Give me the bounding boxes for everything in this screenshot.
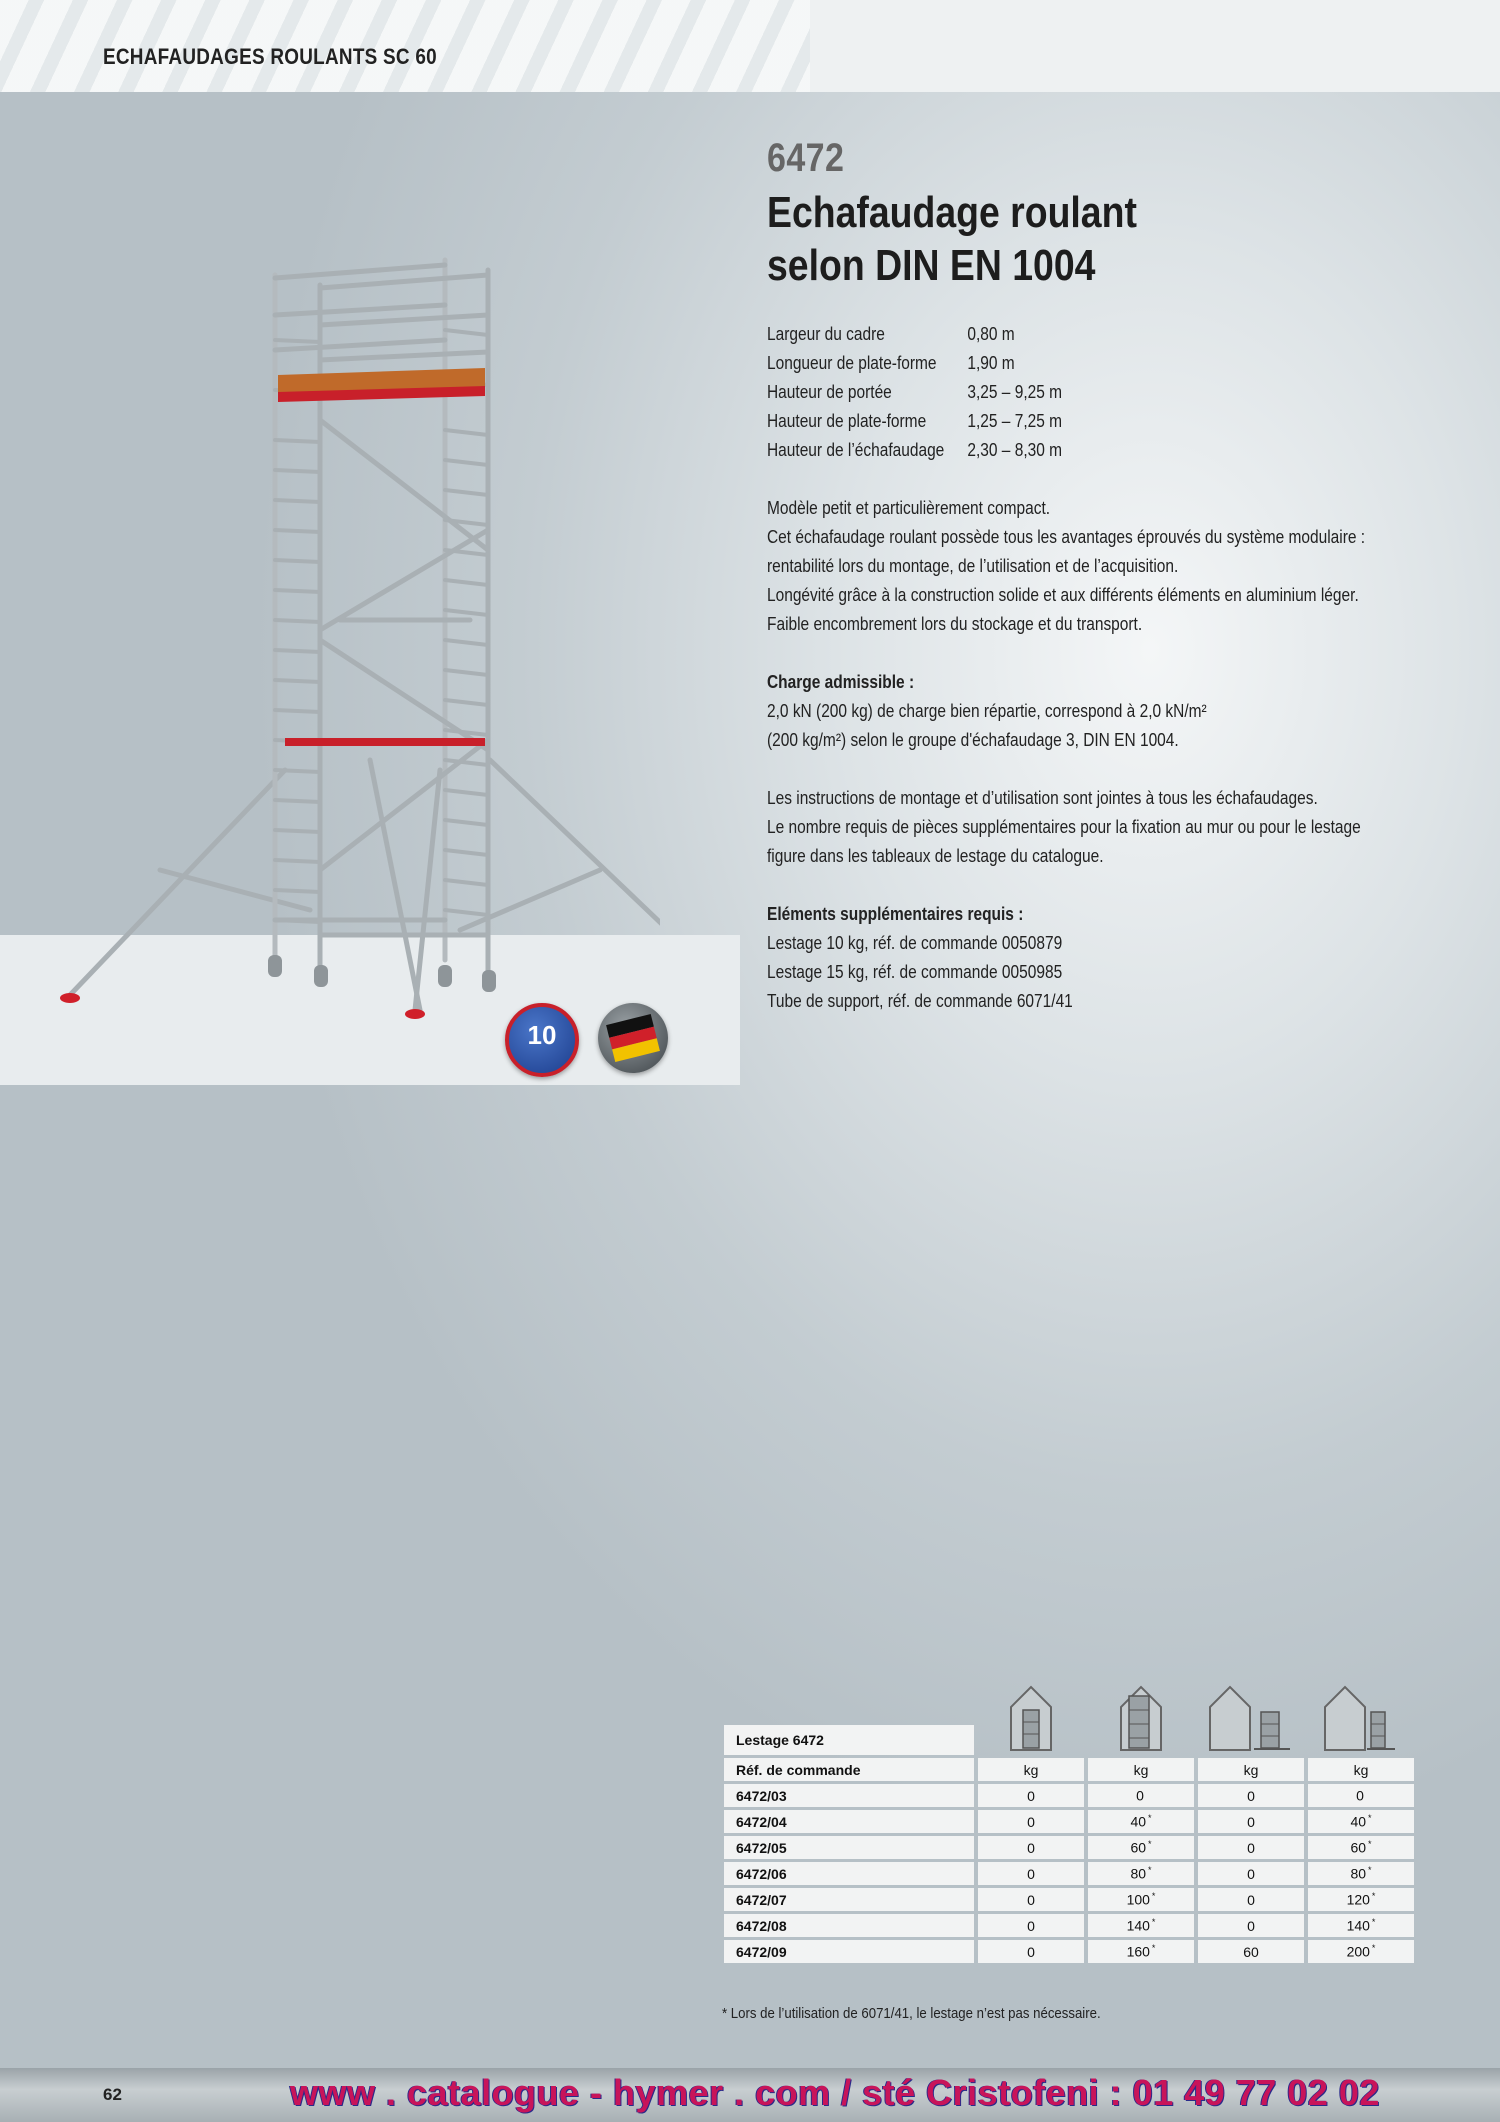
table-title: Lestage 6472 bbox=[724, 1725, 974, 1755]
page-number: 62 bbox=[103, 2085, 122, 2104]
value-cell: 80 * bbox=[1088, 1862, 1194, 1885]
value-cell: 140 * bbox=[1088, 1914, 1194, 1937]
table-row bbox=[724, 1940, 1414, 1963]
instructions-line: figure dans les tableaux de lestage du catalogue. bbox=[767, 846, 1104, 866]
warranty-badge: 10 bbox=[505, 1003, 579, 1077]
value-cell: 60 * bbox=[1308, 1836, 1414, 1859]
unit-header: kg bbox=[978, 1758, 1084, 1781]
config-icon-cell bbox=[1088, 1673, 1194, 1755]
ref-header: Réf. de commande bbox=[724, 1758, 974, 1781]
german-flag-icon bbox=[606, 1014, 660, 1062]
description-line: Cet échafaudage roulant possède tous les avantages éprouvés du système modulaire : bbox=[767, 527, 1366, 547]
value-cell: 0 bbox=[978, 1940, 1084, 1963]
description-paragraph bbox=[767, 494, 1369, 639]
ref-cell: 6472/04 bbox=[724, 1810, 974, 1833]
spec-list bbox=[767, 320, 1249, 465]
value-cell: 200 * bbox=[1308, 1940, 1414, 1963]
made-in-germany-badge bbox=[598, 1003, 668, 1073]
spec-value: 1,25 – 7,25 m bbox=[967, 411, 1063, 431]
tower-inside-icon bbox=[1111, 1682, 1171, 1752]
description-line: rentabilité lors du montage, de l’utilisation et de l’acquisition. bbox=[767, 556, 1179, 576]
config-icon-cell bbox=[1308, 1673, 1414, 1755]
value-cell: 0 bbox=[978, 1836, 1084, 1859]
spec-label: Longueur de plate-forme bbox=[767, 353, 937, 373]
value-cell: 60 bbox=[1198, 1940, 1304, 1963]
value-cell: 0 bbox=[1308, 1784, 1414, 1807]
spec-label: Hauteur de portée bbox=[767, 382, 892, 402]
scaffold-tower-image bbox=[40, 230, 660, 1050]
spec-label: Hauteur de l’échafaudage bbox=[767, 440, 945, 460]
value-cell: 0 bbox=[1088, 1784, 1194, 1807]
table-title-cell bbox=[724, 1673, 974, 1755]
description-line: Longévité grâce à la construction solide et aux différents éléments en aluminium léger. bbox=[767, 585, 1359, 605]
section-title: ECHAFAUDAGES ROULANTS SC 60 bbox=[103, 44, 437, 69]
value-cell: 0 bbox=[978, 1862, 1084, 1885]
value-cell: 40 * bbox=[1088, 1810, 1194, 1833]
load-heading: Charge admissible : bbox=[767, 672, 915, 692]
load-line: 2,0 kN (200 kg) de charge bien répartie, correspond à 2,0 kN/m² bbox=[767, 701, 1207, 721]
ballast-table bbox=[720, 1670, 1418, 1966]
mid-platform bbox=[285, 738, 485, 746]
freestanding-inside-icon bbox=[1001, 1682, 1061, 1752]
ref-cell: 6472/08 bbox=[724, 1914, 974, 1937]
spec-value: 1,90 m bbox=[967, 353, 1015, 373]
footer-bar bbox=[0, 2068, 1500, 2122]
instructions-line: Le nombre requis de pièces supplémentaires pour la fixation au mur ou pour le lestage bbox=[767, 817, 1361, 837]
freestanding-outside-icon bbox=[1206, 1682, 1296, 1752]
tower-outside-icon bbox=[1321, 1682, 1401, 1752]
value-cell: 0 bbox=[1198, 1914, 1304, 1937]
spec-row bbox=[767, 349, 1249, 378]
product-title bbox=[767, 186, 1192, 292]
extras-item: Lestage 10 kg, réf. de commande 0050879 bbox=[767, 933, 1063, 953]
ref-cell: 6472/05 bbox=[724, 1836, 974, 1859]
spec-row bbox=[767, 407, 1249, 436]
promo-banner: www . catalogue - hymer . com / sté Cristofeni : 01 49 77 02 02 bbox=[290, 2072, 1380, 2113]
product-number: 6472 bbox=[767, 136, 845, 180]
value-cell: 100 * bbox=[1088, 1888, 1194, 1911]
spec-label: Largeur du cadre bbox=[767, 324, 885, 344]
table-row bbox=[724, 1836, 1414, 1859]
spec-value: 2,30 – 8,30 m bbox=[967, 440, 1063, 460]
table-header-row bbox=[724, 1758, 1414, 1781]
table-row bbox=[724, 1784, 1414, 1807]
unit-header: kg bbox=[1198, 1758, 1304, 1781]
value-cell: 0 bbox=[1198, 1888, 1304, 1911]
spec-value: 0,80 m bbox=[967, 324, 1015, 344]
value-cell: 120 * bbox=[1308, 1888, 1414, 1911]
ref-cell: 6472/07 bbox=[724, 1888, 974, 1911]
description-line: Faible encombrement lors du stockage et du transport. bbox=[767, 614, 1143, 634]
spec-label: Hauteur de plate-forme bbox=[767, 411, 927, 431]
table-footnote: * Lors de l’utilisation de 6071/41, le lestage n’est pas nécessaire. bbox=[722, 2005, 1101, 2022]
value-cell: 0 bbox=[1198, 1810, 1304, 1833]
extras-heading: Eléments supplémentaires requis : bbox=[767, 904, 1024, 924]
table-icon-row bbox=[724, 1673, 1414, 1755]
extras-paragraph bbox=[767, 900, 1369, 1016]
spec-row bbox=[767, 320, 1249, 349]
spec-row bbox=[767, 436, 1249, 465]
description-line: Modèle petit et particulièrement compact. bbox=[767, 498, 1051, 518]
ref-cell: 6472/06 bbox=[724, 1862, 974, 1885]
value-cell: 0 bbox=[978, 1914, 1084, 1937]
value-cell: 0 bbox=[978, 1810, 1084, 1833]
value-cell: 0 bbox=[1198, 1836, 1304, 1859]
unit-header: kg bbox=[1088, 1758, 1194, 1781]
table-row bbox=[724, 1888, 1414, 1911]
unit-header: kg bbox=[1308, 1758, 1414, 1781]
value-cell: 0 bbox=[978, 1784, 1084, 1807]
config-icon-cell bbox=[978, 1673, 1084, 1755]
ref-cell: 6472/09 bbox=[724, 1940, 974, 1963]
table-row bbox=[724, 1862, 1414, 1885]
value-cell: 60 * bbox=[1088, 1836, 1194, 1859]
spec-row bbox=[767, 378, 1249, 407]
value-cell: 0 bbox=[978, 1888, 1084, 1911]
product-description bbox=[767, 494, 1369, 1045]
instructions-paragraph bbox=[767, 784, 1369, 871]
header-bar bbox=[0, 0, 1500, 92]
extras-item: Lestage 15 kg, réf. de commande 0050985 bbox=[767, 962, 1063, 982]
load-line: (200 kg/m²) selon le groupe d'échafaudage 3, DIN EN 1004. bbox=[767, 730, 1179, 750]
value-cell: 0 bbox=[1198, 1862, 1304, 1885]
ballast-table-wrap bbox=[720, 1670, 1418, 1966]
spec-value: 3,25 – 9,25 m bbox=[967, 382, 1063, 402]
value-cell: 80 * bbox=[1308, 1862, 1414, 1885]
product-title-line1: Echafaudage roulant bbox=[767, 188, 1137, 237]
ref-cell: 6472/03 bbox=[724, 1784, 974, 1807]
extras-item: Tube de support, réf. de commande 6071/41 bbox=[767, 991, 1073, 1011]
value-cell: 140 * bbox=[1308, 1914, 1414, 1937]
config-icon-cell bbox=[1198, 1673, 1304, 1755]
load-paragraph bbox=[767, 668, 1369, 755]
instructions-line: Les instructions de montage et d’utilisation sont jointes à tous les échafaudages. bbox=[767, 788, 1318, 808]
table-row bbox=[724, 1810, 1414, 1833]
value-cell: 0 bbox=[1198, 1784, 1304, 1807]
product-title-line2: selon DIN EN 1004 bbox=[767, 241, 1096, 290]
table-row bbox=[724, 1914, 1414, 1937]
value-cell: 40 * bbox=[1308, 1810, 1414, 1833]
value-cell: 160 * bbox=[1088, 1940, 1194, 1963]
